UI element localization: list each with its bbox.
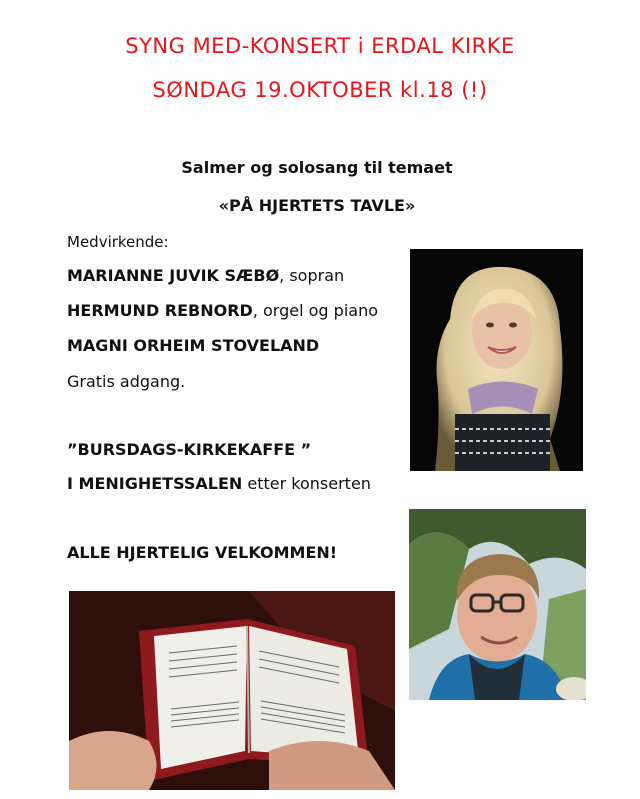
participant-soprano [67, 266, 344, 285]
hymnbook-photo [69, 591, 395, 790]
participant-third [67, 336, 319, 355]
participants-label: Medvirkende: [67, 233, 169, 251]
participant-name: MAGNI ORHEIM STOVELAND [67, 336, 320, 355]
coffee-location [67, 474, 371, 493]
event-title: SYNG MED-KONSERT i ERDAL KIRKE [125, 34, 515, 58]
participant-role: , sopran [279, 266, 345, 285]
admission-text: Gratis adgang. [67, 372, 186, 391]
coffee-title: ”BURSDAGS-KIRKEKAFFE ” [67, 440, 312, 459]
organist-photo [409, 509, 586, 700]
theme-title: «PÅ HJERTETS TAVLE» [218, 196, 416, 215]
coffee-time: etter konserten [242, 474, 371, 493]
soprano-photo [410, 249, 583, 471]
participant-organist [67, 301, 378, 320]
participant-name: MARIANNE JUVIK SÆBØ [67, 266, 280, 285]
participant-name: HERMUND REBNORD [67, 301, 253, 320]
coffee-venue: I MENIGHETSSALEN [67, 474, 243, 493]
event-date: SØNDAG 19.OKTOBER kl.18 (!) [152, 78, 488, 102]
theme-intro: Salmer og solosang til temaet [181, 158, 453, 177]
welcome-text: ALLE HJERTELIG VELKOMMEN! [67, 543, 338, 562]
participant-role: , orgel og piano [252, 301, 378, 320]
